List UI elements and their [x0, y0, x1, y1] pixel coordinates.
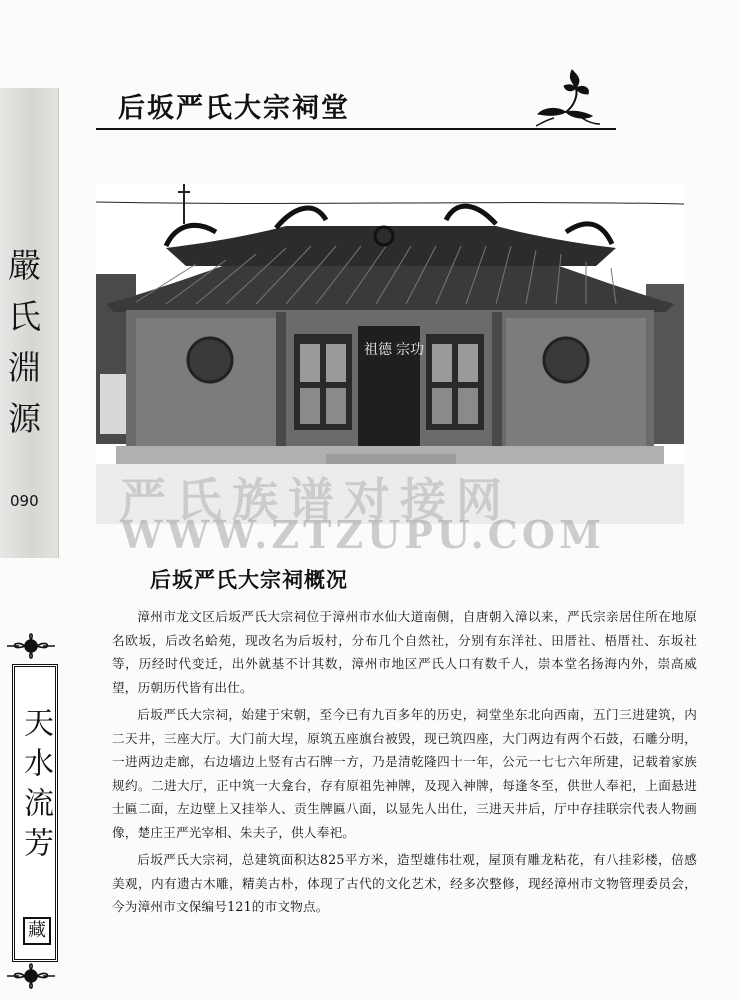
header-rule — [96, 128, 616, 130]
door-plaque-left: 祖德 — [364, 342, 392, 358]
watermark-chinese: 严氏族谱对接网 — [120, 473, 512, 527]
vertical-panel — [12, 664, 58, 962]
paragraph: 漳州市龙文区后坂严氏大宗祠位于漳州市水仙大道南侧，自唐朝入漳以来，严氏宗亲居住所在地原名欧坂，后改名蛤苑，现改名为后坂村，分布几个自然社，分别有东洋社、田厝社、梧厝社、东坂社等，历经时代变迁，出外就基不计其数，漳州市地区严氏人口有数千人，崇本堂名扬海内外，崇高威望，历朝历代皆有出仕。 — [112, 609, 697, 695]
panel-text: 天水流芳 — [18, 707, 53, 867]
floral-ornament-icon — [5, 958, 57, 994]
watermark-url: WWW.ZTZUPU.COM — [120, 512, 606, 557]
panel-seal: 藏 — [23, 917, 51, 945]
side-strip — [0, 88, 59, 558]
flower-ornament-icon — [532, 66, 604, 128]
floral-ornament-icon — [5, 628, 57, 664]
side-title: 嚴氏淵源 — [3, 248, 42, 452]
page-number: 090 — [10, 492, 39, 510]
door-plaque-right: 宗功 — [396, 342, 424, 358]
paragraph: 后坂严氏大宗祠，总建筑面积达825平方米，造型雄伟壮观，屋顶有雕龙粘花，有八挂彩楼，倍感美观，内有遗古木雕，精美古朴，体现了古代的文化艺术，经多次整修，现经漳州市文物管理委员会，今为漳州市文保编号121的市文物点。 — [112, 852, 697, 914]
article-title: 后坂严氏大宗祠概况 — [150, 567, 348, 592]
paragraph: 后坂严氏大宗祠，始建于宋朝，至今已有九百多年的历史，祠堂坐东北向西南，五门三进建筑，内二天井，三座大厅。大门前大埕，原筑五座旗台被毁，现已筑四座，大门两边有两个石鼓，石雕分明，一进两边走廊，右边墙边上竖有古石牌一方，乃是清乾隆四十一年，公元一七七六年所建，记载着家族规约。二进大厅，正中筑一大龛台，存有原祖先神牌，及现入神牌，每逢冬至，供世人奉祀，上面悬进士匾二面，左边壁上又挂举人、贡生牌匾八面，以显先人出仕，三进天井后，厅中存挂联宗代表人物画像，楚庄王严光宰相、朱夫子，供人奉祀。 — [112, 707, 697, 840]
article-body — [112, 605, 697, 923]
header-title: 后坂严氏大宗祠堂 — [118, 93, 350, 124]
